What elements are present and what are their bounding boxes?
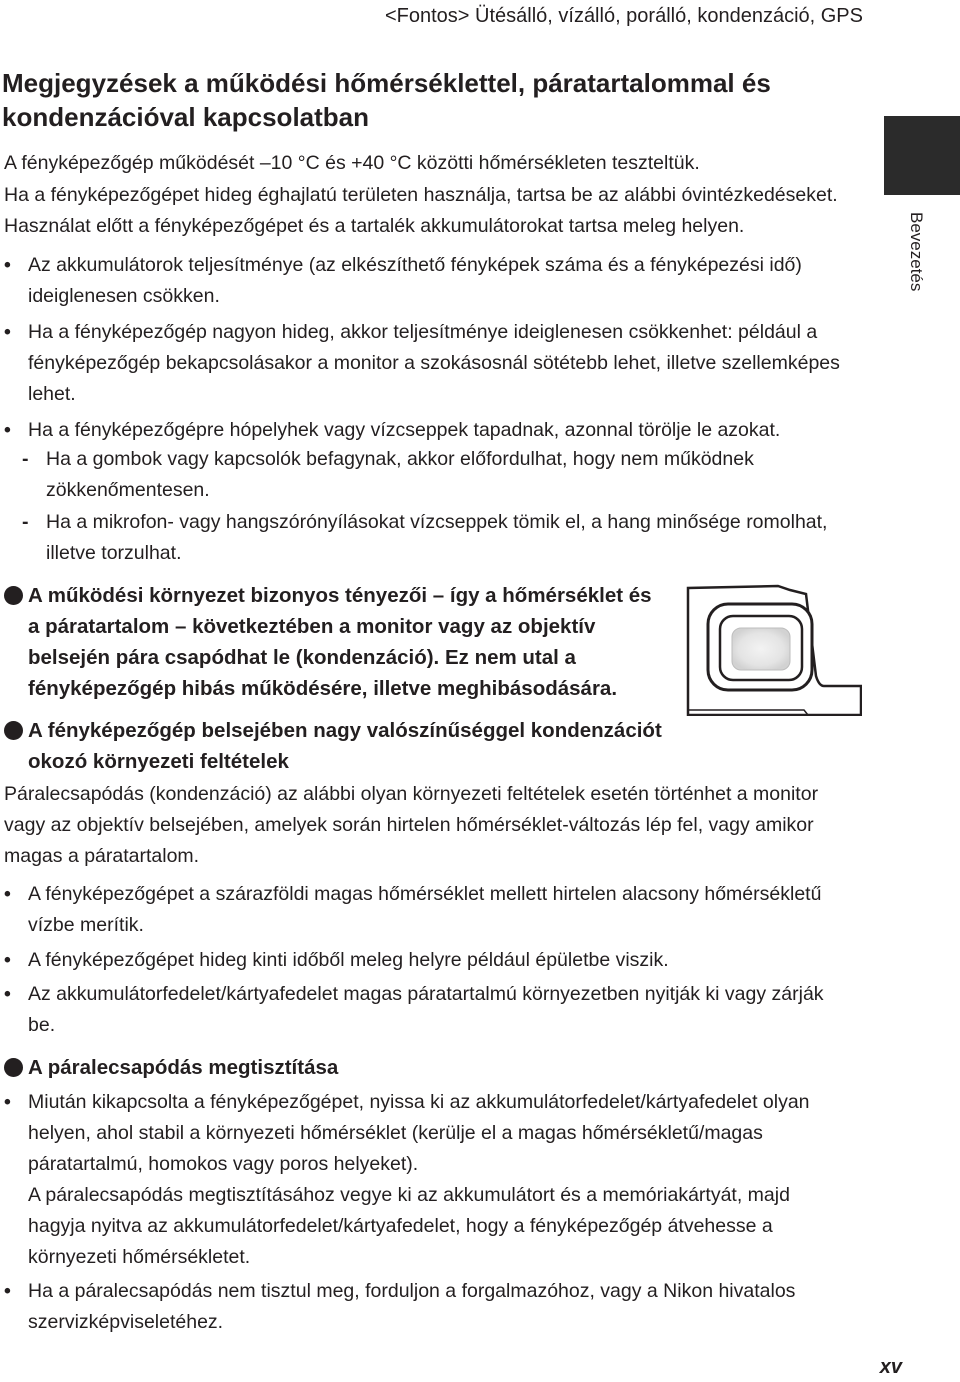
heading-bullet-icon: [4, 721, 23, 740]
camera-lens-condensation-icon: [686, 584, 862, 716]
list-item-snow-water: [4, 415, 850, 446]
list-item-cold-camera: [4, 317, 850, 410]
bullet-marker: •: [4, 883, 11, 905]
heading-bullet-icon: [4, 586, 23, 605]
heading-text: A páralecsapódás megtisztítása: [28, 1056, 339, 1079]
list-item-text: Ha a páralecsapódás nem tisztul meg, forduljon a forgalmazóhoz, vagy a Nikon hivatalos szervizképviseletéhez.: [28, 1280, 796, 1333]
bullet-marker: •: [4, 1091, 11, 1113]
list-item-cold-to-warm: [4, 945, 850, 976]
conditions-intro: Páralecsapódás (kondenzáció) az alábbi olyan környezeti feltételek esetén történhet a monitor vagy az objektív belsejében, amelyek során hirtelen hőmérséklet-változás lép fel, vagy amikor magas a páratartalom.: [4, 783, 819, 867]
intro-line-temperature: A fényképezőgép működését –10 °C és +40 °C közötti hőmérsékleten teszteltük.: [4, 152, 700, 174]
bullet-marker: •: [4, 419, 11, 441]
page-number: xv: [879, 1356, 902, 1378]
list-item-continuation: A páralecsapódás megtisztításához vegye ki az akkumulátort és a memóriakártyát, majd hagyja nyitva az akkumulátorfedelet/kártyafedelet, hogy a fényképezőgép átvehesse a környezeti hőmérsékletet.: [28, 1184, 790, 1268]
condensation-conditions-heading: [4, 715, 704, 777]
sub-item-text: Ha a gombok vagy kapcsolók befagynak, akkor előfordulhat, hogy nem működnek zökkenőmentesen.: [46, 448, 754, 501]
intro-line-keep-warm: Használat előtt a fényképezőgépet és a tartalék akkumulátorokat tartsa meleg helyen.: [4, 215, 745, 237]
list-item-contact-service: [4, 1276, 850, 1338]
bullet-marker: •: [4, 949, 11, 971]
list-item-text: Ha a fényképezőgépre hópelyhek vagy vízcseppek tapadnak, azonnal törölje le azokat.: [28, 419, 781, 441]
dash-marker: -: [22, 511, 29, 533]
list-item-text: Az akkumulátorok teljesítménye (az elkészíthető fényképek száma és a fényképezési idő) ideiglenesen csökken.: [28, 254, 802, 307]
list-item-text: A fényképezőgépet a szárazföldi magas hőmérséklet mellett hirtelen alacsony hőmérsékletű vízbe merítik.: [28, 883, 822, 936]
list-item-text: A fényképezőgépet hideg kinti időből meleg helyre például épületbe viszik.: [28, 949, 669, 971]
list-item-water-immersion: [4, 879, 850, 941]
heading-text: A működési környezet bizonyos tényezői – így a hőmérséklet és a páratartalom – következtében a monitor vagy az objektív belsején pára csapódhat le (kondenzáció). Ez nem utal a fényképezőgép hibás működésére, illetve meghibásodására.: [28, 584, 652, 700]
list-item-text: Miután kikapcsolta a fényképezőgépet, nyissa ki az akkumulátorfedelet/kártyafedelet olyan helyen, ahol stabil a környezeti hőmérséklet (kerülje el a magas hőmérsékletű/magas páratartalmú, homokos vagy poros helyeket).: [28, 1091, 810, 1175]
list-item-open-cover-humid: [4, 979, 850, 1041]
bullet-marker: •: [4, 1280, 11, 1302]
list-item-text: Ha a fényképezőgép nagyon hideg, akkor teljesítménye ideiglenesen csökkenhet: például a fényképezőgép bekapcsolásakor a monitor a szokásosnál sötétebb lehet, illetve szellemképes lehet.: [28, 321, 840, 405]
condensation-notice-heading: [4, 580, 664, 704]
header-breadcrumb: <Fontos> Ütésálló, vízálló, porálló, kondenzáció, GPS: [384, 5, 863, 27]
sub-item-blocked-mic: [22, 507, 842, 569]
side-tab-marker: [884, 116, 960, 195]
bullet-marker: •: [4, 983, 11, 1005]
list-item-battery: [4, 250, 850, 312]
bullet-marker: •: [4, 254, 11, 276]
page-title: Megjegyzések a működési hőmérséklettel, páratartalommal és kondenzációval kapcsolatban: [2, 68, 771, 132]
bullet-marker: •: [4, 321, 11, 343]
sub-item-frozen-buttons: [22, 444, 842, 506]
dash-marker: -: [22, 448, 29, 470]
heading-bullet-icon: [4, 1058, 23, 1077]
list-item-text: Az akkumulátorfedelet/kártyafedelet magas páratartalmú környezetben nyitják ki vagy zárják be.: [28, 983, 824, 1036]
list-item-open-cover-stable: [4, 1087, 850, 1273]
intro-line-cold-climate: Ha a fényképezőgépet hideg éghajlatú területen használja, tartsa be az alábbi óvintézkedéseket.: [4, 184, 838, 206]
sub-item-text: Ha a mikrofon- vagy hangszórónyílásokat vízcseppek tömik el, a hang minősége romolhat, illetve torzulhat.: [46, 511, 828, 564]
side-tab-label: Bevezetés: [907, 212, 926, 292]
heading-text: A fényképezőgép belsejében nagy valószínűséggel kondenzációt okozó környezeti feltételek: [28, 719, 662, 773]
condensation-cleaning-heading: [4, 1052, 704, 1083]
